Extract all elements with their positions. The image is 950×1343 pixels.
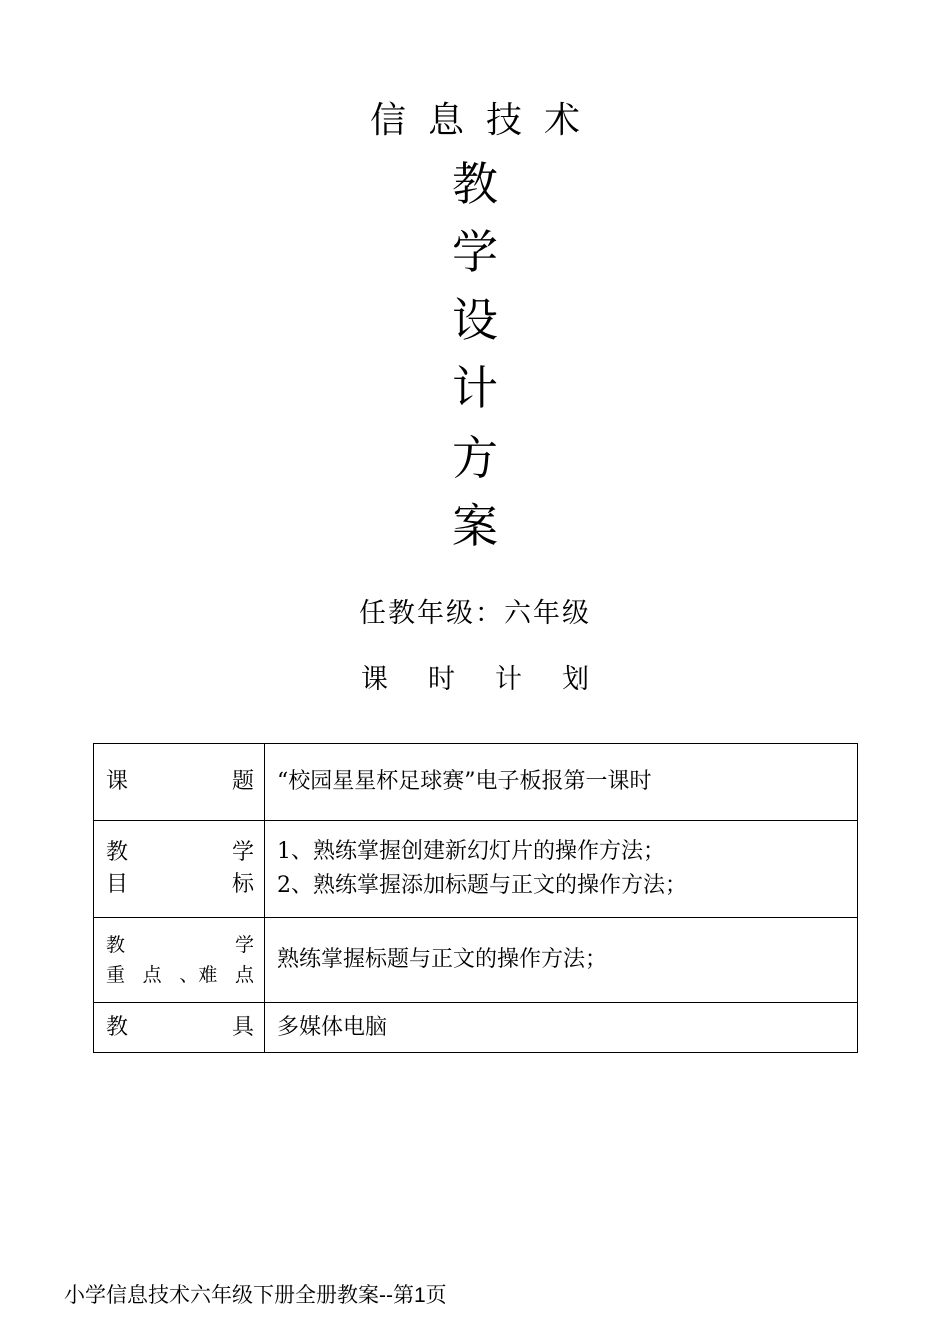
label-char: 点 (234, 964, 254, 986)
label-char: 学 (234, 934, 254, 956)
label-char: 目 (106, 872, 129, 897)
label-char: 标 (231, 872, 254, 897)
row-value (265, 1003, 858, 1053)
label-char: 重 (106, 964, 126, 986)
row-value (265, 821, 858, 918)
title-char: 方 (452, 431, 498, 485)
label-char: 题 (231, 769, 254, 794)
label-char: 教 (106, 1014, 129, 1040)
label-char: 学 (231, 840, 254, 865)
row-label (94, 744, 265, 821)
value-line: 熟练掌握标题与正文的操作方法； (277, 947, 608, 972)
row-value (265, 744, 858, 821)
row-label (94, 918, 265, 1003)
title-char: 学 (452, 225, 498, 279)
label-char: 、难 (179, 964, 218, 986)
row-label (94, 821, 265, 918)
lesson-plan-table (93, 743, 858, 1053)
table-row (94, 821, 858, 918)
title-char: 案 (452, 499, 498, 553)
table-row (94, 1003, 858, 1053)
title-char: 计 (452, 361, 498, 415)
label-char: 具 (231, 1014, 254, 1040)
page-footer: 小学信息技术六年级下册全册教案--第1页 (64, 1284, 447, 1307)
table-row (94, 918, 858, 1003)
row-label (94, 1003, 265, 1053)
value-line: 2、熟练掌握添加标题与正文的操作方法； (277, 873, 687, 898)
plan-heading: 课时计划 (361, 664, 629, 695)
value-line: 多媒体电脑 (277, 1014, 388, 1040)
label-char: 教 (106, 840, 129, 865)
title-char: 设 (452, 293, 498, 347)
subject-title: 信息技术 (369, 100, 602, 141)
row-value (265, 918, 858, 1003)
teaching-grade: 任教年级：六年级 (359, 598, 591, 629)
table-row (94, 744, 858, 821)
label-char: 教 (106, 934, 126, 956)
value-line: “校园星星杯足球赛”电子板报第一课时 (277, 769, 652, 794)
label-char: 点 (142, 964, 162, 986)
value-line: 1、熟练掌握创建新幻灯片的操作方法； (277, 839, 665, 864)
title-char: 教 (452, 157, 498, 211)
label-char: 课 (106, 769, 129, 794)
